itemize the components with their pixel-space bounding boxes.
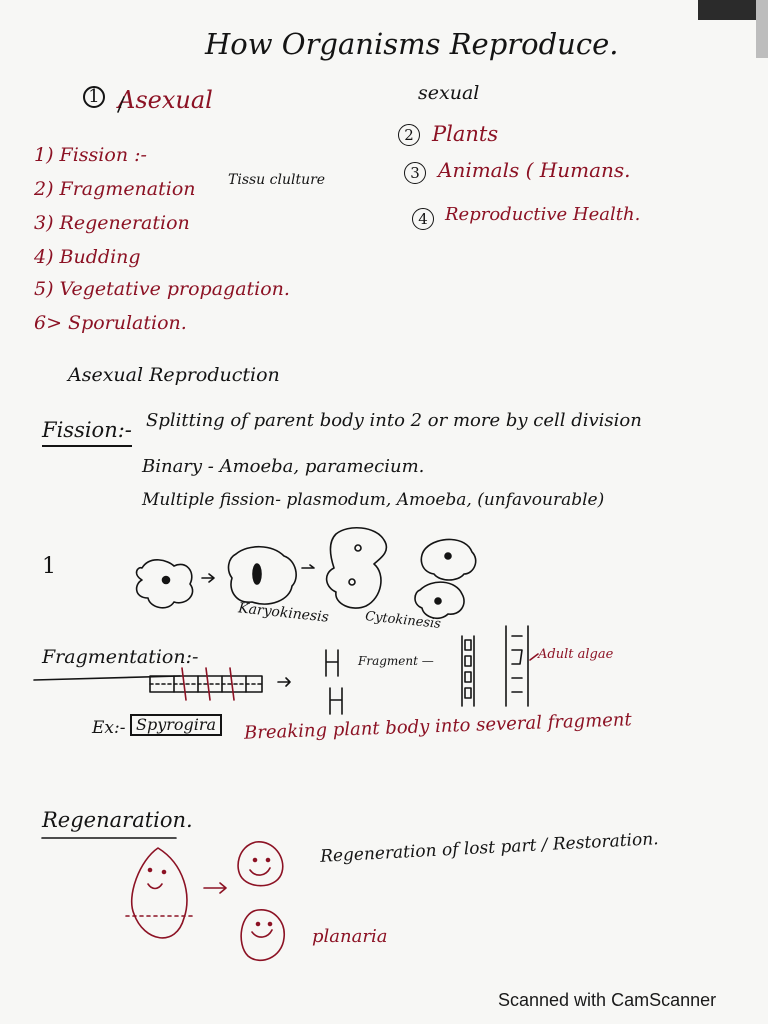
- sexual-num-animals: 3: [404, 162, 426, 184]
- sexual-num-health: 4: [412, 208, 434, 230]
- fragment-label: Fragment —: [358, 654, 434, 668]
- arrow-fission-1: [202, 574, 214, 582]
- amoeba-1-sketch: [137, 560, 193, 608]
- asexual-heading-number: 1: [83, 86, 105, 108]
- example-prefix: Ex:-: [92, 718, 126, 738]
- fission-label: Fission:-: [42, 420, 132, 447]
- asexual-item-fission: 1) Fission :-: [34, 144, 147, 166]
- asexual-item-vegetative: 5) Vegetative propagation.: [34, 278, 290, 300]
- fragmentation-definition: Breaking plant body into several fragment: [243, 709, 633, 744]
- amoeba-3-sketch: [327, 528, 387, 608]
- regeneration-definition: Regeneration of lost part / Restoration.: [319, 829, 660, 867]
- fission-binary: Binary - Amoeba, paramecium.: [142, 456, 425, 477]
- karyokinesis-label: Karyokinesis: [237, 600, 330, 626]
- arrow-fission-2: [302, 565, 314, 568]
- asexual-heading: Asexual: [118, 86, 213, 114]
- asexual-item-fragmentation: 2) Fragmenation: [34, 178, 196, 200]
- fragmentation-label: Fragmentation:-: [42, 646, 199, 668]
- planaria-label: planaria: [312, 926, 388, 947]
- planaria-sketch: [126, 842, 284, 960]
- fragments-sketch: [326, 626, 538, 714]
- amoeba-4-sketch: [421, 539, 475, 580]
- sexual-heading: sexual: [418, 82, 480, 104]
- asexual-item-budding: 4) Budding: [34, 246, 141, 268]
- sexual-item-reproductive-health: Reproductive Health.: [445, 204, 641, 225]
- amoeba-2-sketch: [229, 547, 297, 604]
- sexual-item-animals: Animals ( Humans.: [438, 158, 631, 182]
- regeneration-label: Regenaration.: [42, 808, 193, 832]
- page-title: How Organisms Reproduce.: [205, 27, 619, 61]
- fission-definition: Splitting of parent body into 2 or more by cell division: [146, 410, 642, 431]
- fission-multiple: Multiple fission- plasmodum, Amoeba, (unfavourable): [142, 490, 605, 510]
- sexual-item-plants: Plants: [432, 122, 499, 146]
- example-spyrogira: Spyrogira: [130, 714, 222, 736]
- adult-algae-label: Adult algae: [538, 647, 614, 662]
- tissue-culture-note: Tissu clulture: [228, 172, 326, 188]
- fission-margin-mark: 1: [42, 554, 56, 579]
- asexual-item-regeneration: 3) Regeneration: [34, 212, 190, 234]
- amoeba-5-sketch: [415, 582, 464, 618]
- asexual-item-sporulation: 6> Sporulation.: [34, 312, 187, 334]
- spirogyra-filament-sketch: [150, 668, 262, 700]
- section-heading-asexual: Asexual Reproduction: [68, 364, 280, 386]
- sexual-num-plants: 2: [398, 124, 420, 146]
- scanner-watermark: Scanned with CamScanner: [498, 990, 717, 1010]
- cytokinesis-label: Cytokinesis: [364, 609, 442, 632]
- arrow-fragmentation: [278, 678, 290, 686]
- asexual-dash: [118, 97, 124, 112]
